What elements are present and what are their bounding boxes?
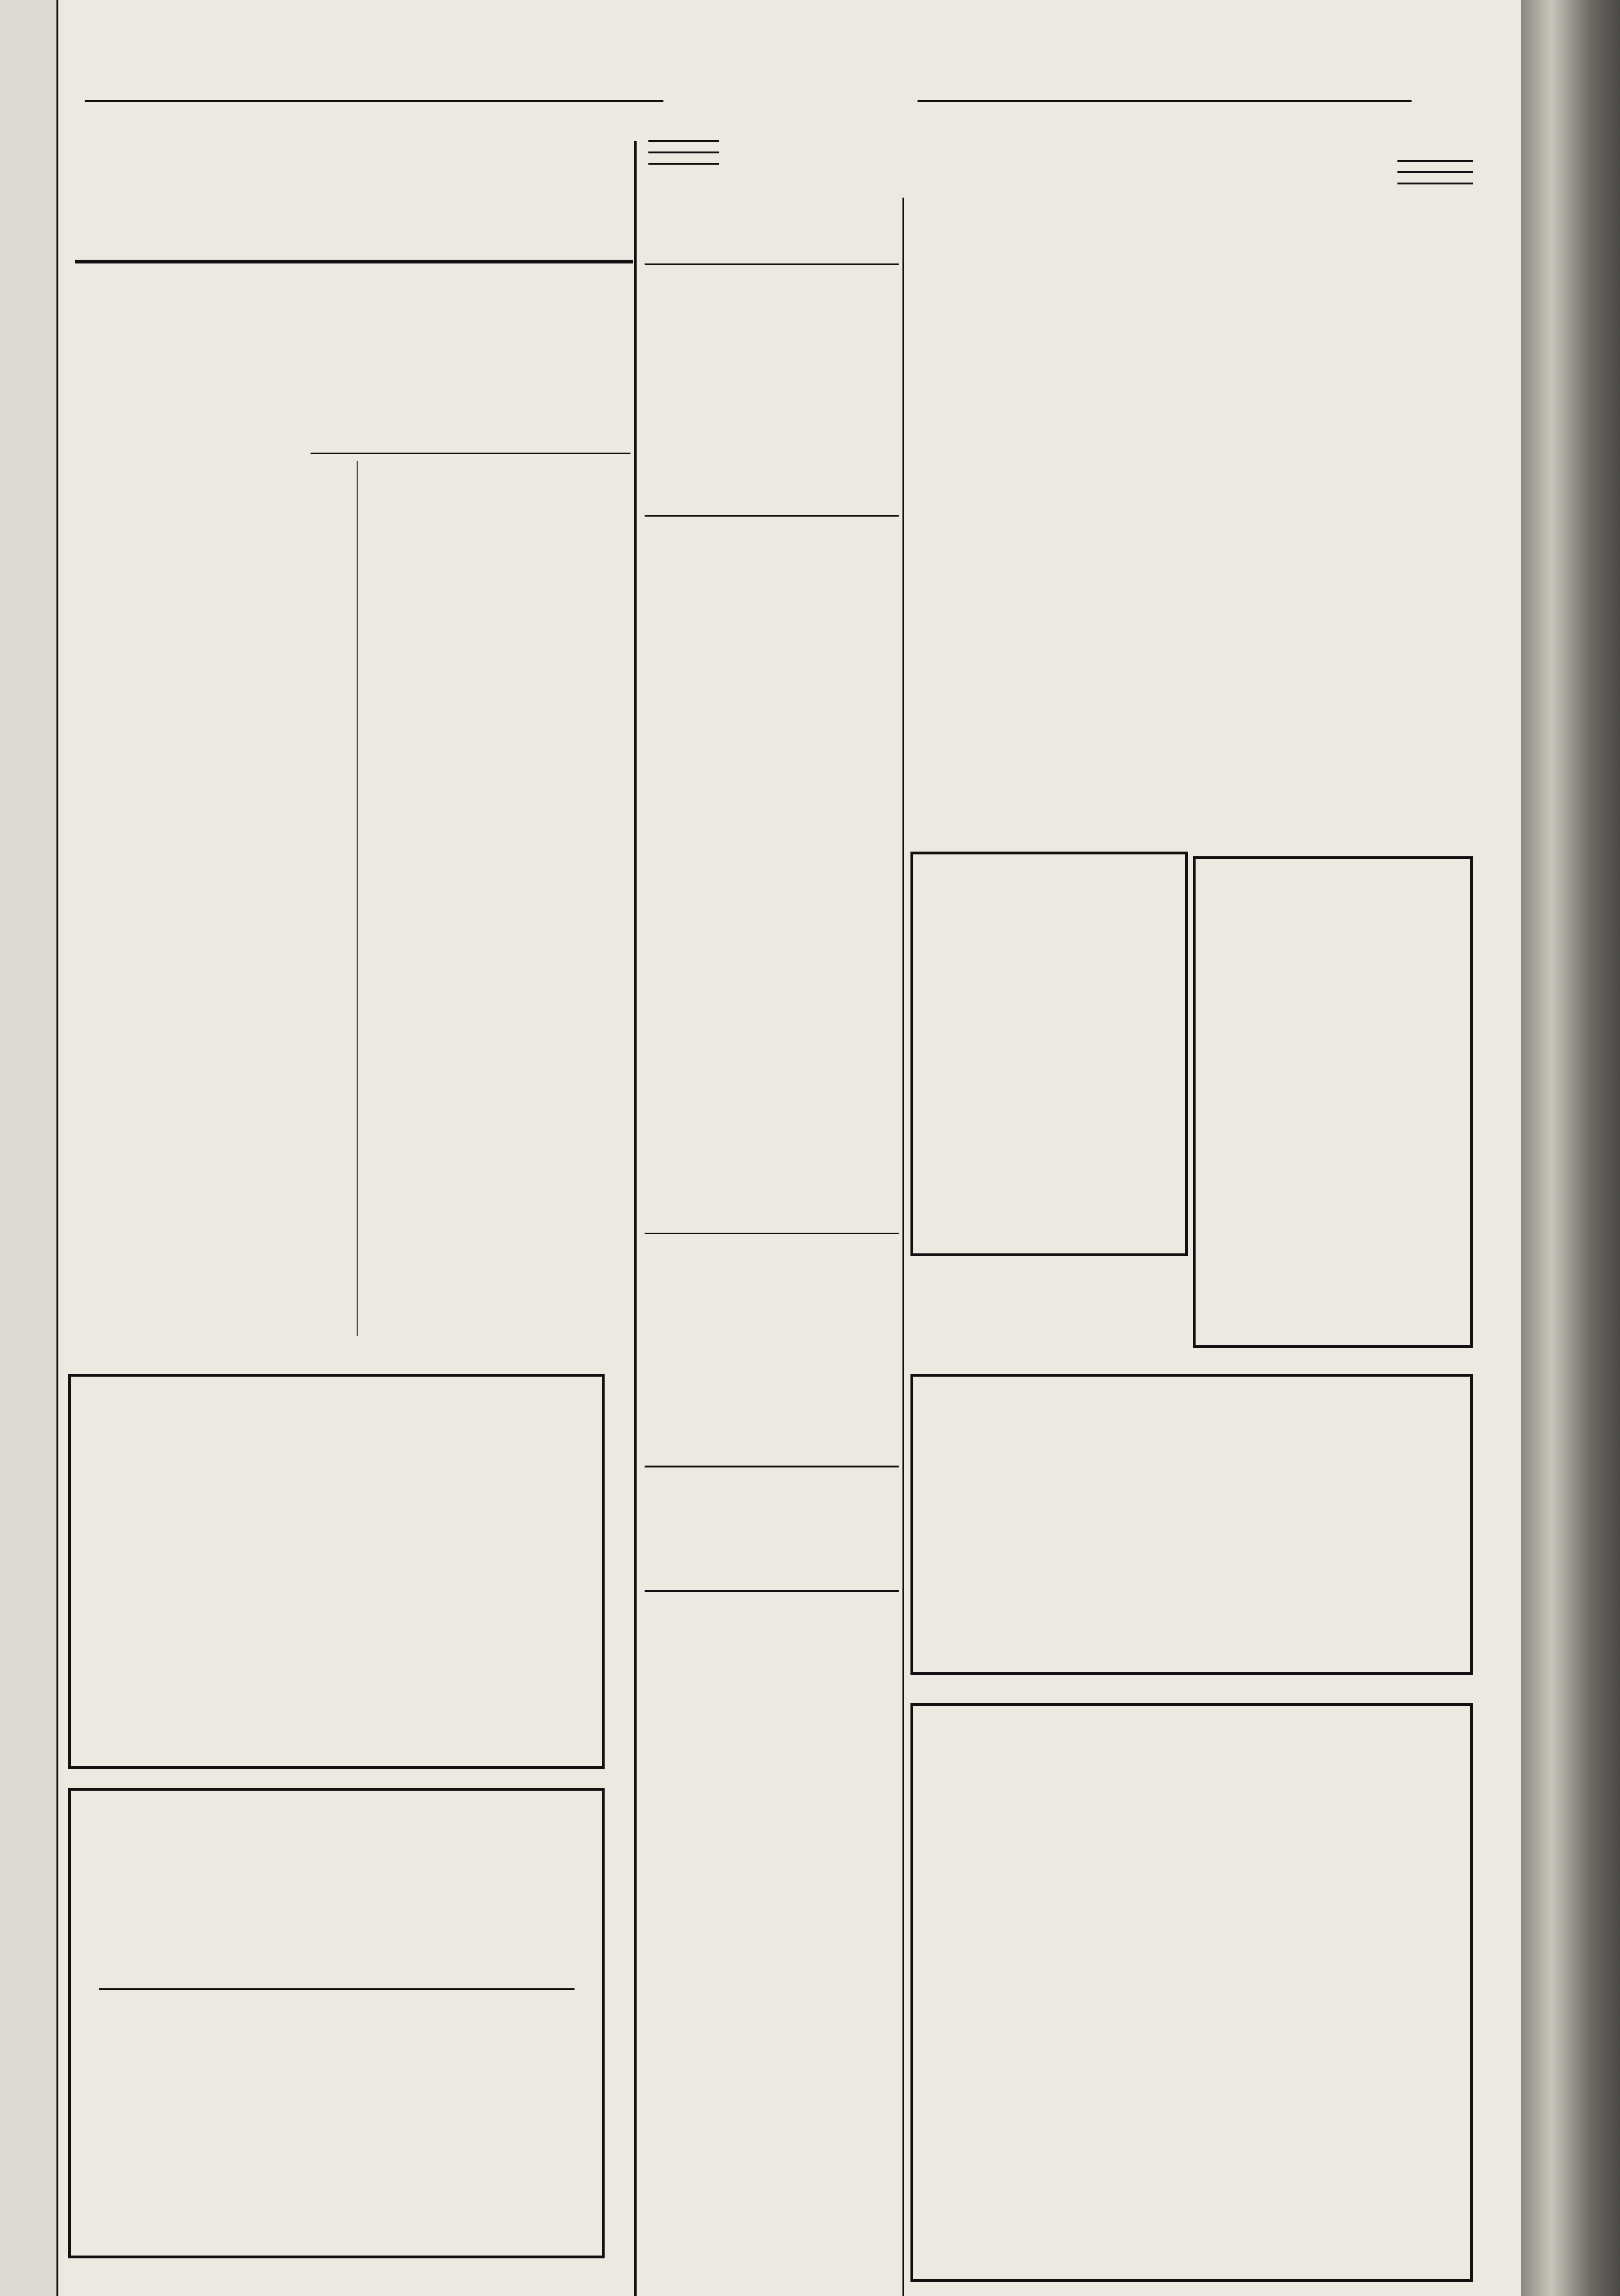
ad-minoa bbox=[1193, 856, 1473, 1348]
running-head-rule-left bbox=[85, 100, 663, 102]
shoes-name-box bbox=[648, 1499, 898, 1534]
ad-kritikoplast bbox=[910, 1374, 1473, 1675]
column-divider bbox=[357, 461, 358, 1336]
transfer-text bbox=[645, 1075, 899, 1077]
running-head-rule-right bbox=[918, 100, 1412, 102]
column-divider bbox=[902, 198, 904, 2296]
open-letter-col-2 bbox=[1197, 268, 1475, 270]
banner-rule bbox=[1397, 183, 1473, 184]
story-rule bbox=[645, 1233, 899, 1234]
ad-dodge bbox=[68, 1374, 605, 1769]
animals-text bbox=[645, 268, 899, 270]
ad-neurology bbox=[910, 852, 1188, 1256]
section-divider bbox=[634, 141, 637, 2296]
adjacent-page-edge bbox=[0, 0, 58, 2296]
ad-travel bbox=[910, 1703, 1473, 2282]
history-headline-box bbox=[66, 311, 635, 391]
story-rule bbox=[645, 1466, 899, 1467]
banner-rule bbox=[1397, 171, 1473, 173]
history-subtitle-rule bbox=[311, 453, 630, 454]
banner-rule bbox=[648, 140, 719, 142]
ad-foto-oraion bbox=[68, 1788, 605, 2258]
headline-rule bbox=[645, 263, 899, 265]
queen-text bbox=[645, 607, 899, 609]
ad-foto-title-box bbox=[142, 1833, 527, 1951]
lecture-text bbox=[645, 1270, 899, 1272]
story-rule bbox=[645, 1590, 899, 1592]
binding-edge bbox=[1521, 0, 1620, 2296]
open-letter-title-box bbox=[910, 207, 1477, 263]
banner-rule bbox=[1397, 160, 1473, 162]
banner-rule bbox=[648, 163, 719, 165]
masthead-rule bbox=[75, 260, 633, 263]
history-column-1 bbox=[82, 448, 353, 450]
open-letter-col-1 bbox=[910, 282, 1188, 284]
banner-rule bbox=[648, 151, 719, 153]
history-column-2 bbox=[361, 459, 632, 461]
dentist-name-box bbox=[910, 1247, 1188, 1284]
ad-foto-rule bbox=[99, 1988, 575, 1990]
travel-headline-2-box bbox=[913, 1941, 1471, 1988]
story-rule bbox=[645, 515, 899, 517]
